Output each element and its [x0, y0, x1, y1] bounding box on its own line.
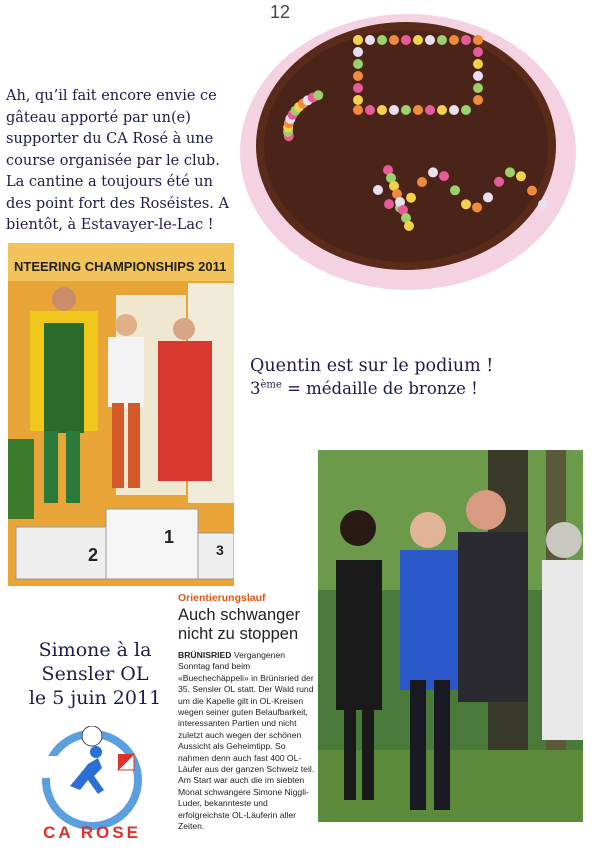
candy-dot [472, 202, 482, 212]
candy-dot [428, 167, 438, 177]
candy-dot [527, 186, 537, 196]
page-number: 12 [270, 2, 291, 22]
candy-dot [406, 193, 416, 203]
article-kicker: Orientierungslauf [178, 592, 266, 604]
candy-dot [365, 35, 375, 45]
candy-dot [483, 192, 493, 202]
candy-dot [439, 171, 449, 181]
candy-dot [437, 105, 447, 115]
ca-rose-logo [26, 726, 158, 846]
candy-dot [449, 35, 459, 45]
article-dateline: BRÜNISRIED [178, 650, 232, 660]
candy-dot [353, 59, 363, 69]
candy-dot [389, 105, 399, 115]
podium-place-1: 1 [164, 527, 175, 547]
simone-caption-line3: le 5 juin 2011 [28, 687, 162, 709]
candy-dot [461, 105, 471, 115]
candy-dot [353, 83, 363, 93]
candy-dot [425, 105, 435, 115]
candy-dot [353, 35, 363, 45]
article-headline: Auch schwanger nicht zu stoppen [178, 606, 300, 643]
simone-caption-line2: Sensler OL [41, 663, 149, 685]
podium-place-3: 3 [216, 542, 224, 558]
candy-dot [538, 199, 548, 209]
podium-photo [8, 243, 234, 586]
candy-dot [461, 199, 471, 209]
candy-dot [377, 105, 387, 115]
quentin-line2: 3ème = médaille de bronze ! [250, 379, 478, 398]
candy-dot [353, 71, 363, 81]
quentin-caption [250, 356, 550, 398]
candy-dot [473, 47, 483, 57]
candy-dot [417, 177, 427, 187]
candy-dot [461, 35, 471, 45]
news-article [178, 592, 316, 833]
candy-dot [505, 167, 515, 177]
candy-dot [473, 35, 483, 45]
logo-text: CA ROSE [43, 823, 141, 842]
candy-dot [494, 177, 504, 187]
candy-dot [450, 185, 460, 195]
candy-dot [365, 105, 375, 115]
candy-dot [516, 171, 526, 181]
intro-paragraph: Ah, qu’il fait encore envie ce gâteau apporté par un(e) supporter du CA Rosé à une course organisée par le club. La cantine a toujours été un des point fort des Roséistes. A bientôt, à Estavayer-le-Lac ! [6, 88, 230, 233]
cake-photo [238, 10, 583, 300]
candy-dot [425, 35, 435, 45]
candy-dot [377, 35, 387, 45]
candy-dot [473, 71, 483, 81]
candy-dot [384, 199, 394, 209]
article-body: BRÜNISRIED Vergangenen Sonntag fand beim «Buechechäppeli» in Brünisried der 35. Sensler OL statt. Der Wald rund um die Kapelle gilt in OL-Kreisen wegen seiner guten Belaufbarkeit, interessanten Partien und nicht zuletzt auch wegen der schönen Aussicht als Geheimtipp. So nahmen denn auch fast 400 OL-Läufer aus der ganzen Schweiz teil. Am Start war auch die im siebten Monat schwangere Simone Niggli-Luder, bekannteste und erfolgreichste OL-Läuferin aller Zeiten. [178, 650, 315, 832]
quentin-line1: Quentin est sur le podium ! [250, 356, 494, 376]
candy-dot [313, 90, 323, 100]
simone-caption [14, 638, 176, 710]
candy-dot [413, 105, 423, 115]
candy-dot [401, 105, 411, 115]
candy-dot [404, 221, 414, 231]
candy-dot [401, 35, 411, 45]
candy-dot [473, 95, 483, 105]
candy-dot [353, 105, 363, 115]
candy-dot [353, 47, 363, 57]
candy-dot [413, 35, 423, 45]
candy-dot [437, 35, 447, 45]
candy-dot [389, 35, 399, 45]
candy-dot [449, 105, 459, 115]
candy-dot [353, 95, 363, 105]
podium-banner: NTEERING CHAMPIONSHIPS 2011 [14, 259, 227, 274]
candy-dot [473, 83, 483, 93]
candy-dot [473, 59, 483, 69]
runners-photo [318, 450, 583, 822]
candy-dot [373, 185, 383, 195]
podium-place-2: 2 [88, 545, 99, 565]
simone-caption-line1: Simone à la [38, 639, 152, 661]
